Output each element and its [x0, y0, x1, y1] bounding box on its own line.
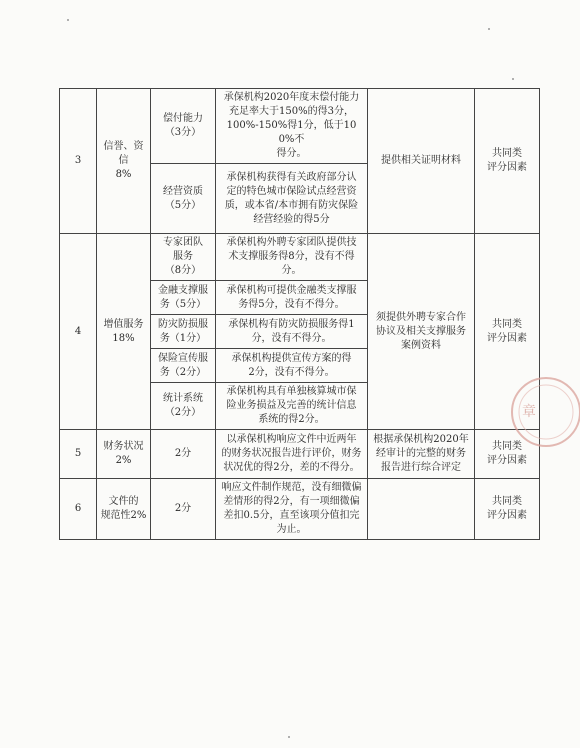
- row-number: 4: [60, 234, 97, 430]
- item-desc-cell-line: 质，或本省/本市拥有防灾保险: [224, 199, 359, 211]
- red-seal-stamp: [500, 372, 580, 452]
- item-desc-cell-line: 的财务状况报告进行评价，财务: [221, 448, 362, 459]
- material-cell-line: 经审计的完整的财务: [376, 448, 466, 459]
- factor-cell-line: 共同类: [492, 441, 522, 452]
- item-desc-cell: [216, 349, 368, 383]
- item-name-cell-line: （2分）: [164, 407, 202, 418]
- category-cell-line: 8%: [115, 169, 132, 180]
- category-cell-line: 财务状况: [103, 441, 144, 452]
- item-name-cell-line: 务（2分）: [159, 366, 207, 378]
- item-desc-cell-line: 承保机构有防灾防损服务得1: [228, 318, 355, 330]
- material-cell: [368, 234, 475, 430]
- material-cell: [368, 430, 475, 479]
- item-name-cell-line: 专家团队: [163, 237, 203, 248]
- factor-cell: [475, 89, 540, 234]
- material-cell: [368, 479, 475, 540]
- category-cell-line: 规范性2%: [100, 510, 147, 521]
- item-desc-cell-line: 分。: [281, 265, 302, 276]
- item-desc-cell: [216, 383, 368, 430]
- table-row: [60, 234, 540, 281]
- scoring-table: [59, 88, 540, 540]
- item-desc-cell-line: 充足率大于150%的得3分，: [229, 106, 354, 117]
- factor-cell-line: 评分因素: [487, 162, 527, 173]
- item-desc-cell-line: 以承保机构响应文件中近两年: [226, 434, 357, 445]
- material-cell-line: 协议及相关支撑服务: [376, 325, 466, 337]
- item-name-cell-line: 防灾防损服: [158, 318, 208, 330]
- table-row: [60, 430, 540, 479]
- scan-speck: [488, 28, 490, 30]
- category-cell-line: 文件的: [108, 496, 139, 507]
- item-desc-cell-line: 系统的得2分。: [258, 414, 325, 425]
- item-name-cell: [151, 315, 216, 349]
- category-cell-line: 2%: [115, 455, 132, 466]
- score-cell: [151, 479, 216, 540]
- item-desc-cell: [216, 281, 368, 315]
- item-desc-cell-line: 务得5分，没有不得分。: [238, 298, 345, 310]
- factor-cell-line: 评分因素: [487, 510, 527, 521]
- item-desc-cell-line: 差情形的得2分，有一项细微偏: [223, 496, 360, 507]
- item-desc-cell-line: 状况优的得2分，差的不得分。: [223, 462, 360, 473]
- category-cell: [97, 234, 151, 430]
- item-desc-cell: [216, 234, 368, 281]
- item-desc-cell: [216, 430, 368, 479]
- item-name-cell-line: 经营资质: [163, 185, 203, 197]
- item-desc-cell: [216, 89, 368, 164]
- score-cell-line: 2分: [174, 503, 192, 514]
- item-desc-cell-line: 承保机构具有单独核算城市保: [226, 386, 357, 397]
- item-name-cell-line: 务（1分）: [159, 332, 207, 344]
- item-name-cell: [151, 164, 216, 234]
- item-desc-cell-line: 承保机构外聘专家团队提供技: [226, 237, 357, 248]
- factor-cell-line: 评分因素: [487, 455, 527, 466]
- item-desc-cell-line: 得分。: [276, 148, 307, 159]
- factor-cell-line: 共同类: [492, 318, 522, 330]
- factor-cell-line: 共同类: [492, 148, 522, 159]
- item-name-cell: [151, 234, 216, 281]
- item-name-cell-line: （5分）: [164, 199, 202, 211]
- item-desc-cell-line: 承保机构获得有关政府部分认: [226, 171, 357, 183]
- item-desc-cell-line: 2分，没有不得分。: [248, 366, 335, 378]
- material-cell-line: 报告进行综合评定: [381, 462, 461, 473]
- item-name-cell-line: 统计系统: [163, 393, 203, 404]
- item-desc-cell-line: 差扣0.5分，直至该项分值扣完: [223, 510, 360, 521]
- item-desc-cell-line: 经营经验的得5分: [253, 213, 330, 225]
- scan-speck: [67, 19, 69, 21]
- item-desc-cell-line: 承保机构2020年度末偿付能力: [223, 92, 360, 103]
- item-name-cell-line: 务（5分）: [159, 298, 207, 310]
- item-name-cell-line: （3分）: [164, 127, 202, 138]
- item-desc-cell-line: 术支撑服务得8分，没有不得: [228, 251, 355, 262]
- item-name-cell: [151, 281, 216, 315]
- material-cell-line: 须提供外聘专家合作: [376, 311, 466, 323]
- row-number: 3: [60, 89, 97, 234]
- table-row: [60, 89, 540, 164]
- factor-cell: [475, 479, 540, 540]
- item-desc-cell-line: 响应文件制作规范，没有细微偏: [221, 482, 362, 493]
- material-cell-line: 案例资料: [401, 339, 441, 351]
- category-cell: [97, 430, 151, 479]
- item-desc-cell-line: 承保机构可提供金融类支撑服: [226, 284, 357, 296]
- item-desc-cell: [216, 479, 368, 540]
- item-name-cell-line: （8分）: [164, 265, 202, 276]
- material-cell-line: 提供相关证明材料: [381, 155, 461, 166]
- scan-speck: [512, 78, 514, 80]
- material-cell: [368, 89, 475, 234]
- item-name-cell: [151, 89, 216, 164]
- row-number: 6: [60, 479, 97, 540]
- item-name-cell-line: 服务: [173, 251, 193, 262]
- item-desc-cell-line: 100%-150%得1分，低于100%不: [226, 120, 357, 145]
- factor-cell-line: 共同类: [492, 496, 522, 507]
- item-desc-cell: [216, 164, 368, 234]
- item-desc-cell: [216, 315, 368, 349]
- category-cell-line: 增值服务: [103, 318, 144, 330]
- item-name-cell: [151, 383, 216, 430]
- score-cell: [151, 430, 216, 479]
- item-desc-cell-line: 分，没有不得分。: [251, 332, 332, 344]
- category-cell-line: 信誉、资信: [103, 141, 144, 166]
- item-desc-cell-line: 险业务损益及完善的统计信息: [226, 400, 357, 411]
- item-desc-cell-line: 承保机构提供宣传方案的得: [231, 352, 352, 364]
- category-cell-line: 18%: [112, 332, 135, 344]
- scan-speck: [288, 736, 290, 738]
- category-cell: [97, 89, 151, 234]
- svg-text:章: 章: [522, 404, 536, 420]
- category-cell: [97, 479, 151, 540]
- material-cell-line: 根据承保机构2020年: [373, 434, 469, 445]
- score-cell-line: 2分: [174, 448, 192, 459]
- row-number: 5: [60, 430, 97, 479]
- item-name-cell-line: 金融支撑服: [158, 284, 208, 296]
- item-desc-cell-line: 为止。: [276, 524, 307, 535]
- item-name-cell-line: 保险宣传服: [158, 352, 208, 364]
- table-row: [60, 479, 540, 540]
- item-name-cell: [151, 349, 216, 383]
- factor-cell-line: 评分因素: [487, 332, 527, 344]
- item-name-cell-line: 偿付能力: [163, 113, 203, 124]
- item-desc-cell-line: 定的特色城市保险试点经营资: [226, 185, 357, 197]
